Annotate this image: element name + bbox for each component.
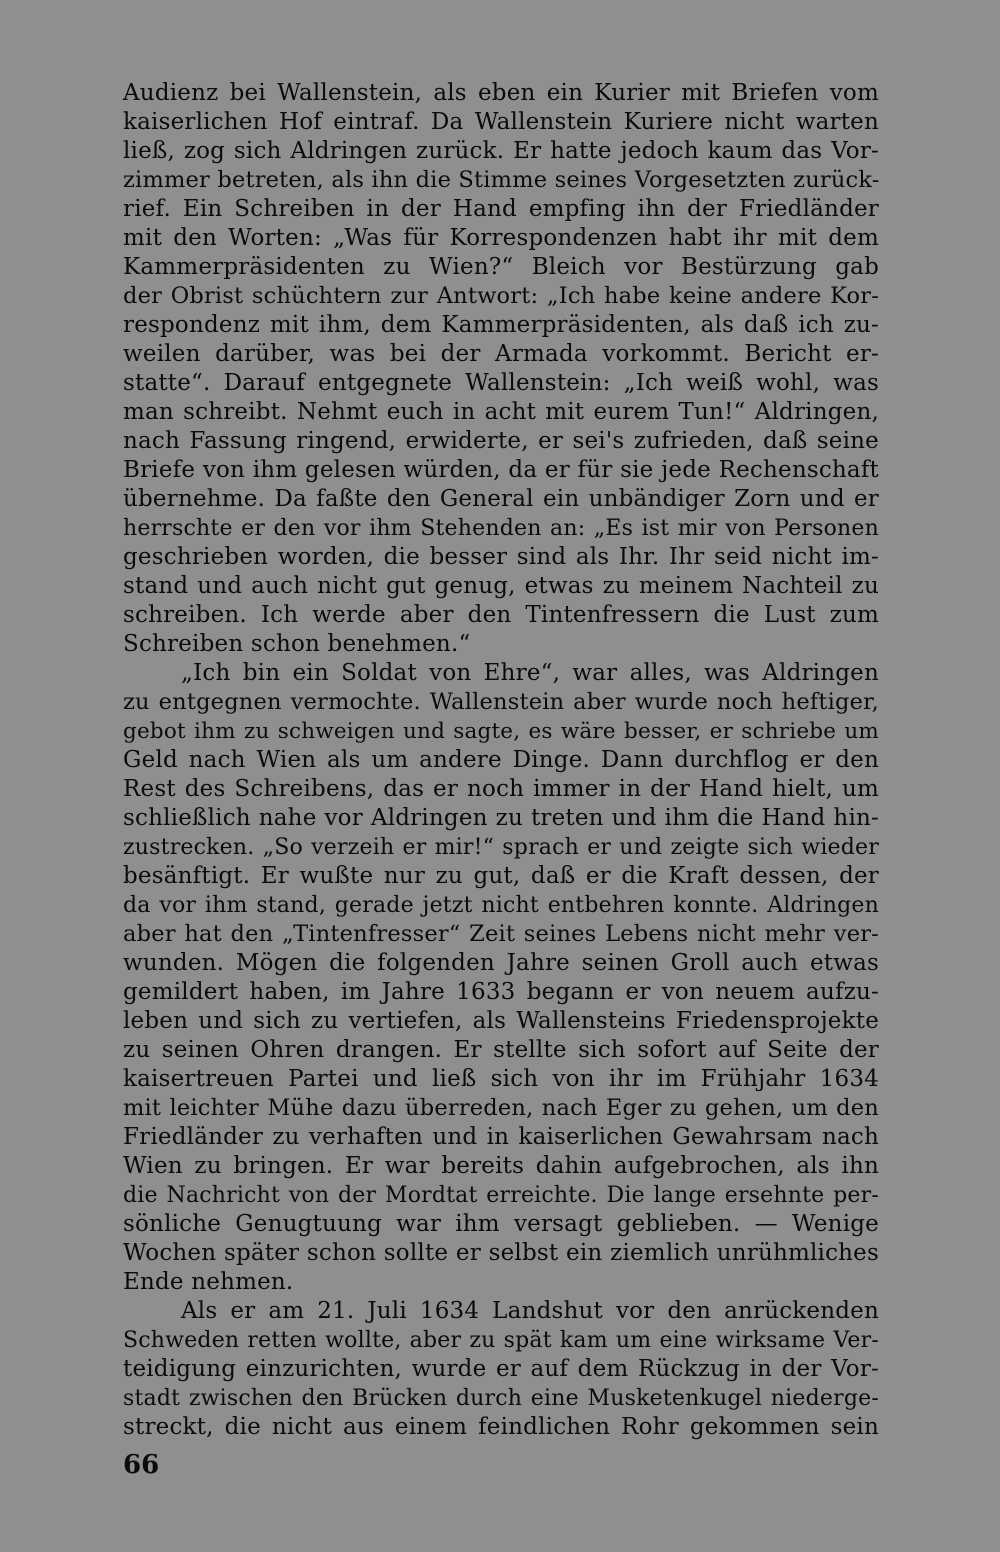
- text-line: Audienz bei Wallenstein, als eben ein Kurier mit Briefen vom: [123, 80, 879, 106]
- text-line: da vor ihm stand, gerade jetzt nicht entbehren konnte. Aldringen: [123, 893, 879, 918]
- text-line: zimmer betreten, als ihn die Stimme seines Vorgesetzten zurück-: [123, 167, 880, 193]
- text-line: mit den Worten: „Was für Korrespondenzen habt ihr mit dem: [123, 225, 879, 251]
- text-line: gemildert haben, im Jahre 1633 begann er von neuem aufzu-: [123, 979, 879, 1005]
- text-line: Ende nehmen.: [123, 1269, 294, 1295]
- text-line: schließlich nahe vor Aldringen zu treten und ihm die Hand hin-: [123, 805, 879, 831]
- text-line: stadt zwischen den Brücken durch eine Musketenkugel niederge-: [123, 1386, 879, 1411]
- text-line: Wien zu bringen. Er war bereits dahin aufgebrochen, als ihn: [123, 1153, 879, 1179]
- text-line: kaiserlichen Hof eintraf. Da Wallenstein Kuriere nicht warten: [123, 109, 879, 135]
- text-line: zustrecken. „So verzeih er mir!“ sprach er und zeigte sich wieder: [123, 835, 879, 860]
- text-line: Als er am 21. Juli 1634 Landshut vor den anrückenden: [181, 1298, 879, 1324]
- text-line: stand und auch nicht gut genug, etwas zu meinem Nachteil zu: [123, 573, 879, 599]
- text-line: aber hat den „Tintenfresser“ Zeit seines Lebens nicht mehr ver-: [123, 921, 879, 947]
- text-line: mit leichter Mühe dazu überreden, nach Eger zu gehen, um den: [123, 1095, 879, 1121]
- text-line: leben und sich zu vertiefen, als Wallensteins Friedensprojekte: [123, 1008, 879, 1034]
- text-line: statte“. Darauf entgegnete Wallenstein: „Ich weiß wohl, was: [123, 370, 879, 396]
- text-line: streckt, die nicht aus einem feindlichen Rohr gekommen sein: [123, 1414, 879, 1440]
- text-line: Kammerpräsidenten zu Wien?“ Bleich vor Bestürzung gab: [123, 254, 879, 280]
- text-line: Wochen später schon sollte er selbst ein ziemlich unrühmliches: [123, 1240, 879, 1266]
- text-line: Schweden retten wollte, aber zu spät kam um eine wirksame Ver-: [123, 1328, 879, 1353]
- text-line: gebot ihm zu schweigen und sagte, es wäre besser, er schriebe um: [123, 719, 879, 744]
- page-number: 66: [123, 1450, 160, 1480]
- text-line: übernehme. Da faßte den General ein unbändiger Zorn und er: [123, 486, 879, 512]
- text-line: weilen darüber, was bei der Armada vorkommt. Bericht er-: [123, 341, 879, 367]
- text-line: respondenz mit ihm, dem Kammerpräsidenten, als daß ich zu-: [123, 312, 879, 338]
- text-line: Geld nach Wien als um andere Dinge. Dann durchflog er den: [123, 747, 879, 773]
- text-line: nach Fassung ringend, erwiderte, er sei's zufrieden, daß seine: [123, 428, 879, 454]
- text-line: teidigung einzurichten, wurde er auf dem Rückzug in der Vor-: [123, 1356, 879, 1382]
- text-line: geschrieben worden, die besser sind als Ihr. Ihr seid nicht im-: [123, 544, 879, 570]
- text-line: man schreibt. Nehmt euch in acht mit eurem Tun!“ Aldringen,: [123, 399, 879, 425]
- text-line: der Obrist schüchtern zur Antwort: „Ich habe keine andere Kor-: [123, 283, 879, 309]
- text-line: „Ich bin ein Soldat von Ehre“, war alles, was Aldringen: [181, 660, 879, 686]
- text-line: schreiben. Ich werde aber den Tintenfressern die Lust zum: [123, 602, 879, 628]
- text-line: wunden. Mögen die folgenden Jahre seinen Groll auch etwas: [123, 950, 879, 976]
- text-line: ließ, zog sich Aldringen zurück. Er hatte jedoch kaum das Vor-: [123, 138, 879, 164]
- text-line: rief. Ein Schreiben in der Hand empfing ihn der Friedländer: [123, 196, 879, 222]
- text-line: besänftigt. Er wußte nur zu gut, daß er die Kraft dessen, der: [123, 863, 879, 889]
- text-line: Briefe von ihm gelesen würden, da er für sie jede Rechenschaft: [123, 457, 879, 483]
- text-line: herrschte er den vor ihm Stehenden an: „Es ist mir von Personen: [123, 516, 879, 541]
- text-line: zu seinen Ohren drangen. Er stellte sich sofort auf Seite der: [123, 1037, 879, 1063]
- text-line: Friedländer zu verhaften und in kaiserlichen Gewahrsam nach: [123, 1124, 879, 1150]
- page-text-block: [123, 78, 879, 1478]
- text-line: die Nachricht von der Mordtat erreichte. Die lange ersehnte per-: [123, 1183, 879, 1208]
- text-line: Schreiben schon benehmen.“: [123, 631, 471, 657]
- text-line: zu entgegnen vermochte. Wallenstein aber wurde noch heftiger,: [123, 689, 879, 715]
- text-line: kaisertreuen Partei und ließ sich von ihr im Frühjahr 1634: [123, 1066, 879, 1092]
- text-line: Rest des Schreibens, das er noch immer in der Hand hielt, um: [123, 776, 879, 802]
- text-line: sönliche Genugtuung war ihm versagt geblieben. — Wenige: [123, 1211, 879, 1237]
